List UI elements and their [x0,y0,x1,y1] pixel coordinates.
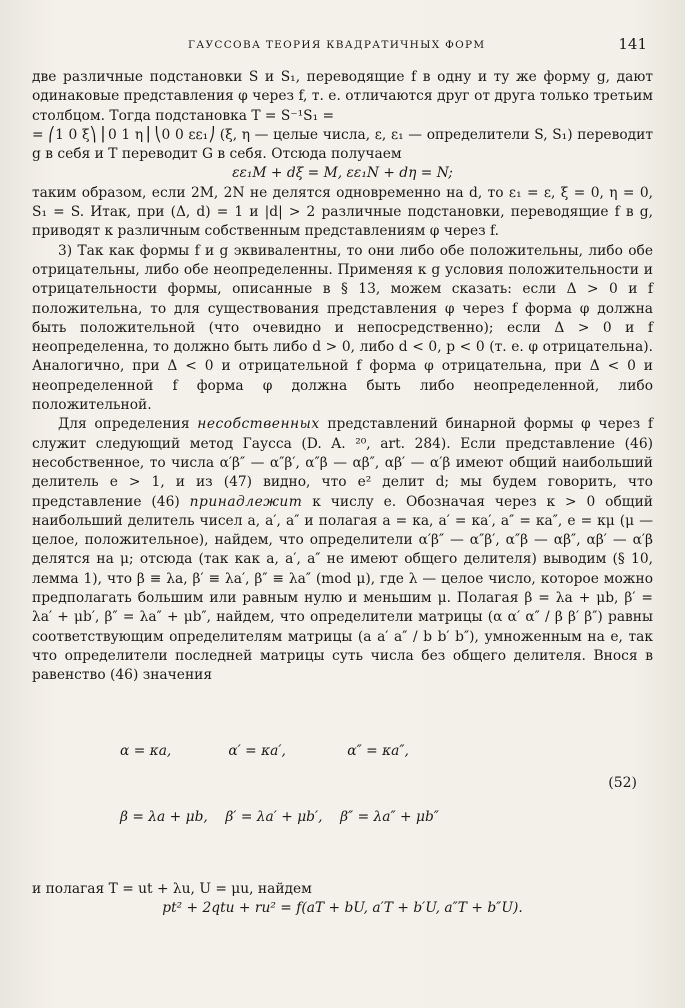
paragraph-4-start: Для определения [58,416,198,433]
paragraph-4-end: к числу e. Обозначая через κ > 0 общий наибольший делитель чисел a, a′, a″ и полагая a = κa, a′ = κa′, a″ = κa″, e = κμ (μ — целое, положительное), найдем, что определители α′β″ — α″β′, α″β — αβ″, αβ′ — α′β делятся на μ; отсюда (так как a, a′, a″ не имеют общего делителя) выводим (§ 10, лемма 1), что β ≡ λa, β′ ≡ λa′, β″ ≡ λa″ (mod μ), где λ — целое число, которое можно предполагать большим или равным нулю и меньшим μ. Полагая β = λa + μb, β′ = λa′ + μb′, β″ = λa″ + μb″, найдем, что определители матрицы (α α′ α″ / β β′ β″) равны соответствующим определителям матрицы (a a′ a″ / b b′ b″), умноженным на e, так что определители последней матрицы суть числа без общего делителя. Внося в равенство (46) значения [32,493,653,684]
paragraph-4-middle: представлений бинарной формы φ через f служит следующий метод Гаусса (D. A. ²⁰, art. 284). Если представление (46) несобственное, то числа α′β″ — α″β′, α″β — αβ″, αβ′ — α′β имеют общий наибольший делитель e > 1, и из (47) видно, что e² делит d; мы будем говорить, что представление (46) [32,416,653,510]
paragraph-4-emphasis: несобственных [197,416,320,433]
paragraph-4 [32,415,653,685]
equation-52-rows [120,696,439,872]
page-number: 141 [618,35,647,53]
paragraph-4-emphasis-2: принадлежит [189,493,303,510]
equation-52-row: β = λa + μb, β′ = λa′ + μb′, β″ = λa″ + μb″ [120,808,439,825]
paragraph-2: таким образом, если 2M, 2N не делятся одновременно на d, то ε₁ = ε, ξ = 0, η = 0, S₁ = S. Итак, при (Δ, d) = 1 и |d| > 2 различные подстановки, переводящие f в g, приводят к различным собственным представлениям φ через f. [32,184,653,240]
running-title: ГАУССОВА ТЕОРИЯ КВАДРАТИЧНЫХ ФОРМ [188,39,486,51]
formula-last: pt² + 2qtu + ru² = f(aT + bU, a′T + b′U, a″T + b″U). [162,899,523,916]
page-body [32,68,653,918]
formula-1: εε₁M + dξ = M, εε₁N + dη = N; [232,165,453,182]
equation-52-row: α = κa, α′ = κa′, α″ = κa″, [120,742,409,759]
paragraph-1-matrix: = ⎛1 0 ξ⎞ ⎜0 1 η⎟ ⎝0 0 εε₁⎠ (ξ, η — целые числа, ε, ε₁ — определители S, S₁) переводит g в себя и T переводит G в себя. Отсюда получаем [32,126,653,163]
page-header [40,30,655,52]
equation-52 [32,696,653,872]
paragraph-1: две различные подстановки S и S₁, переводящие f в одну и ту же форму g, дают одинаковые представления φ через f, т. е. отличаются друг от друга только третьим столбцом. Тогда подстановка T = S⁻¹S₁ = [32,69,653,124]
paragraph-3: 3) Так как формы f и g эквивалентны, то они либо обе положительны, либо обе отрицательны, либо обе неопределенны. Применяя к g условия положительности и отрицательности формы, описанные в § 13, можем сказать: если Δ > 0 и f положительна, то для существования представления φ через f форма φ должна быть положительной (что очевидно и непосредственно); если Δ > 0 и f неопределенна, то должно быть либо d > 0, либо d < 0, p < 0 (т. е. φ отрицательна). Аналогично, при Δ < 0 и отрицательной f форма φ отрицательна, при Δ < 0 и неопределенной f форма φ должна быть либо неопределенной, либо положительной. [32,242,653,414]
paragraph-5: и полагая T = ut + λu, U = μu, найдем [32,880,312,897]
equation-number: (52) [608,774,637,791]
